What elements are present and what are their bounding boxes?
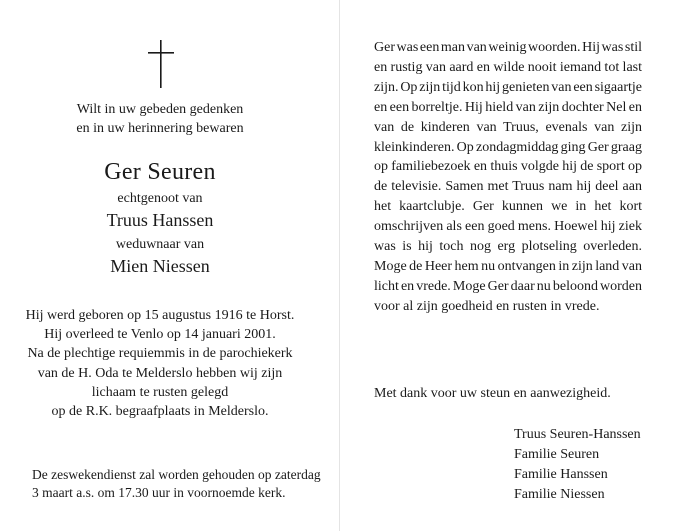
- bio-line: lichaam te rusten gelegd: [91, 384, 229, 400]
- story-line: Ger was een man van weinig woorden. Hij was stil: [374, 40, 642, 55]
- cross-icon: [148, 40, 174, 88]
- widower-label: weduwnaar van: [115, 237, 205, 252]
- spouse-name: Truus Hanssen: [106, 210, 214, 230]
- story-line: het kaartclubje. Ger kunnen we in het kort: [374, 199, 642, 215]
- bio-line: Hij overleed te Venlo op 14 januari 2001.: [44, 327, 276, 343]
- story-line: was is hij toch nog erg plotseling overleden.: [374, 239, 642, 255]
- story-line: licht en vrede. Moge Ger daar nu beloond worden: [374, 278, 642, 294]
- story-line: en een borreltje. Hij hield van zijn dochter Nel en: [374, 99, 642, 115]
- left-page: [0, 0, 320, 531]
- signature-line: Familie Niessen: [514, 487, 605, 502]
- story-line: op familiebezoek en thuis volgde hij de sport op: [374, 159, 642, 175]
- first-wife-name: Mien Niessen: [110, 256, 210, 276]
- fold-divider: [339, 0, 340, 531]
- bio-line: Hij werd geboren op 15 augustus 1916 te Horst.: [25, 308, 295, 323]
- prayer-text: [0, 100, 320, 138]
- memorial-service-note: [32, 466, 322, 502]
- biography: [0, 306, 320, 421]
- bio-line: op de R.K. begraafplaats in Melderslo.: [51, 404, 269, 420]
- life-story: [374, 38, 642, 317]
- story-line: voor al zijn goedheid en rusten in vrede.: [374, 298, 600, 314]
- thanks-text: Met dank voor uw steun en aanwezigheid.: [374, 386, 611, 401]
- deceased-name: Ger Seuren: [104, 159, 216, 185]
- signature-line: Truus Seuren-Hanssen: [514, 427, 641, 442]
- story-line: de televisie. Samen met Truus nam hij deel aan: [374, 179, 642, 195]
- prayer-line: Wilt in uw gebeden gedenken: [76, 102, 244, 117]
- signature-line: Familie Seuren: [514, 447, 600, 462]
- story-line: Moge de Heer hem nu ontvangen in zijn land van: [374, 258, 642, 274]
- story-line: zijn. Op zijn tijd kon hij genieten van een sigaartje: [374, 79, 642, 95]
- story-line: kleinkinderen. Op zondagmiddag ging Ger graag: [374, 139, 642, 155]
- bio-line: Na de plechtige requiemmis in de parochiekerk: [27, 346, 293, 362]
- bio-line: van de H. Oda te Melderslo hebben wij zijn: [37, 365, 283, 381]
- story-line: omschrijven als een goed mens. Hoewel hij ziek: [374, 219, 642, 235]
- memorial-line: 3 maart a.s. om 17.30 uur in voornoemde kerk.: [32, 485, 286, 500]
- family-signatures: [514, 425, 641, 505]
- story-line: en rustig van aard en wilde nooit iemand tot last: [374, 59, 642, 75]
- story-line: van de kinderen van Truus, evenals van zijn: [374, 119, 642, 135]
- prayer-line: en in uw herinnering bewaren: [76, 121, 244, 136]
- spouse-label: echtgenoot van: [117, 191, 203, 206]
- signature-line: Familie Hanssen: [514, 467, 608, 482]
- memorial-line: De zeswekendienst zal worden gehouden op zaterdag: [32, 467, 321, 482]
